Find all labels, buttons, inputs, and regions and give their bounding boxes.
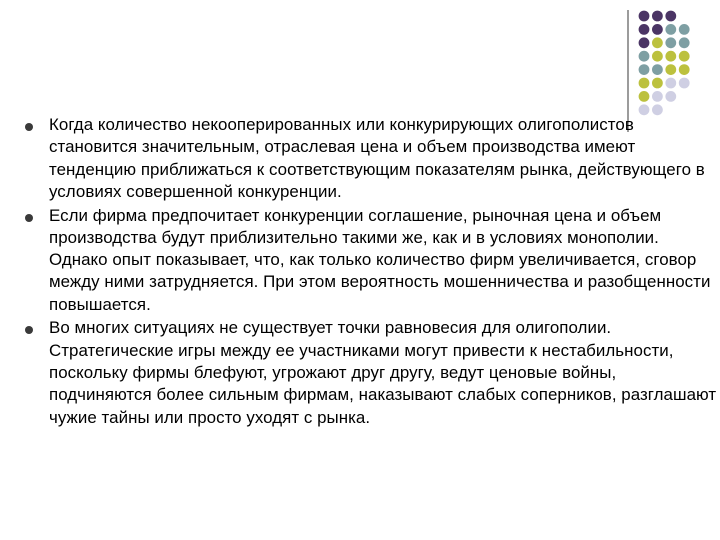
bullet-icon: [25, 123, 33, 131]
bullet-text: Когда количество некооперированных или конкурирующих олигополистов становится значительным, отраслевая цена и объем производства имеют тенденцию приближаться к соответствующим показателям рынка, действующего в условиях совершенной конкуренции.: [49, 115, 705, 201]
decorative-dot: [639, 37, 650, 48]
decorative-dot: [652, 11, 663, 22]
slide-content: [28, 114, 720, 430]
decorative-dot: [665, 78, 676, 89]
decorative-dot: [639, 11, 650, 22]
bullet-list: [28, 114, 720, 429]
decorative-dot: [665, 64, 676, 75]
decorative-dot: [639, 24, 650, 35]
bullet-icon: [25, 214, 33, 222]
decorative-dot: [652, 91, 663, 102]
bullet-icon: [25, 326, 33, 334]
decorative-dot: [639, 64, 650, 75]
decorative-dot: [652, 37, 663, 48]
bullet-item: [28, 317, 720, 428]
decorative-dot: [665, 11, 676, 22]
decorative-dot: [679, 37, 690, 48]
decorative-dot: [639, 91, 650, 102]
bullet-item: [28, 205, 720, 316]
bullet-item: [28, 114, 720, 203]
decorative-dot: [665, 91, 676, 102]
decorative-dot: [665, 51, 676, 62]
bullet-text: Во многих ситуациях не существует точки равновесия для олигополии. Стратегические игры между ее участниками могут привести к нестабильности, поскольку фирмы блефуют, угрожают друг другу, ведут ценовые войны, подчиняются более сильным фирмам, наказывают слабых соперников, разглашают чужие тайны или просто уходят с рынка.: [49, 318, 717, 427]
decorative-dot: [652, 78, 663, 89]
decorative-dot: [679, 24, 690, 35]
bullet-text: Если фирма предпочитает конкуренции соглашение, рыночная цена и объем производства будут приблизительно такими же, как и в условиях монополии. Однако опыт показывает, что, как только количество фирм увеличивается, сговор между ними затрудняется. При этом вероятность мошенничества и разобщенности повышается.: [49, 205, 711, 314]
decorative-dot: [665, 37, 676, 48]
decorative-dot: [639, 78, 650, 89]
decorative-dot: [679, 78, 690, 89]
decorative-dot: [665, 24, 676, 35]
decorative-dot: [679, 51, 690, 62]
decorative-dot: [652, 64, 663, 75]
decorative-dot: [652, 51, 663, 62]
decorative-dot: [652, 24, 663, 35]
decorative-dot: [639, 51, 650, 62]
decorative-dot: [679, 64, 690, 75]
